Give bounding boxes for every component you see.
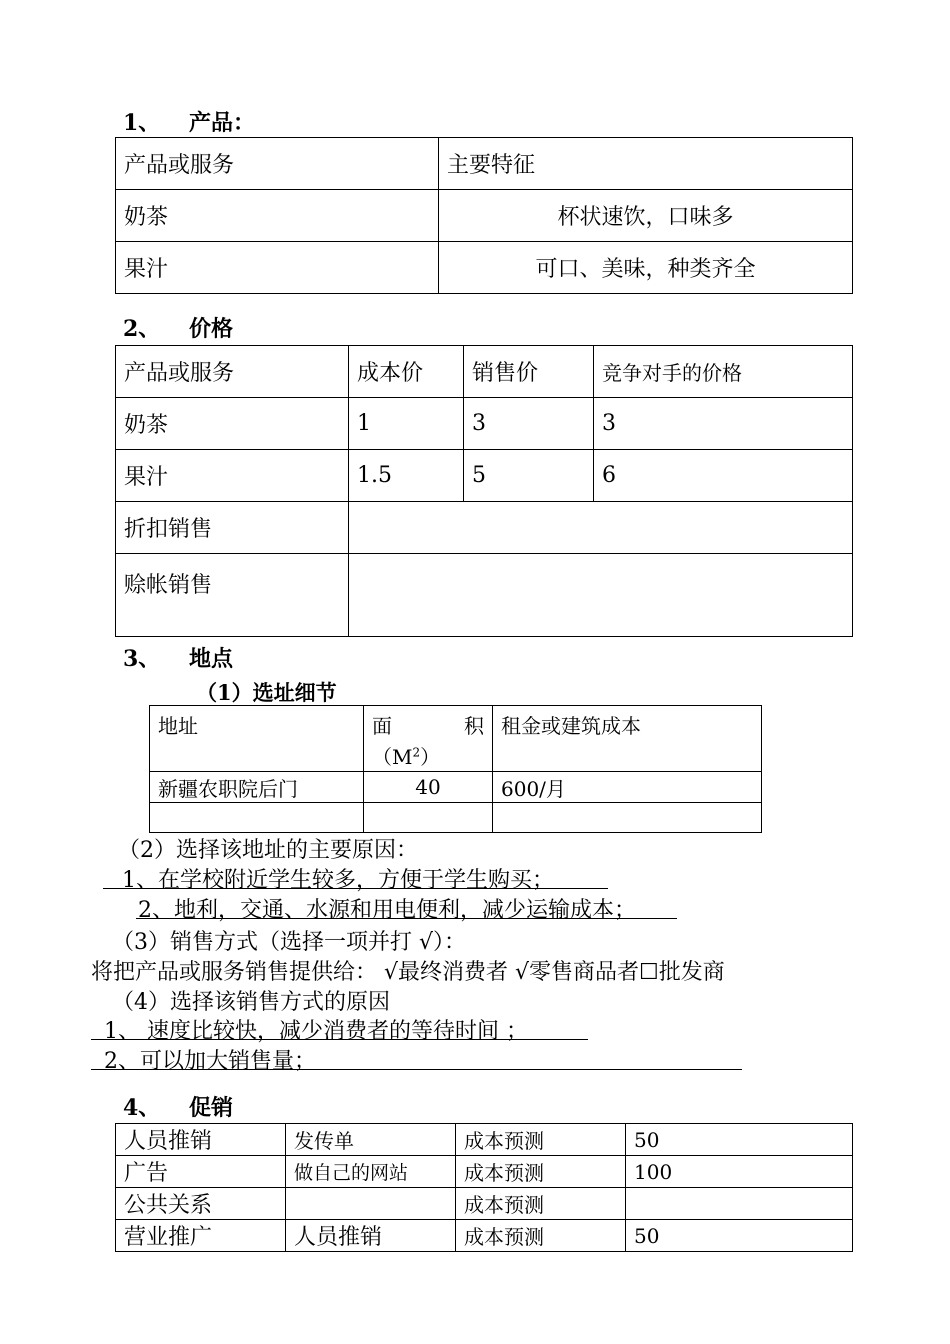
table-row <box>116 450 853 502</box>
table-cell: 3 <box>464 398 594 450</box>
table-cell: 人员推销 <box>286 1220 456 1252</box>
table-cell: 果汁 <box>116 242 439 294</box>
underline <box>91 1039 588 1040</box>
table-header-cell: 主要特征 <box>439 138 853 190</box>
reason-item: 1、在学校附近学生较多，方便于学生购买； <box>122 868 554 893</box>
table-cell <box>349 554 853 637</box>
area-label-part: 积 <box>464 714 484 738</box>
sales-reason-item: 2、可以加大销售量； <box>104 1049 316 1074</box>
table-row <box>116 1188 853 1220</box>
section-number: 4、 <box>123 1095 161 1121</box>
table-row <box>116 554 853 637</box>
table-header-cell: 地址 <box>150 706 364 772</box>
table-cell: 奶茶 <box>116 398 349 450</box>
underline <box>91 1069 742 1070</box>
table-cell: 成本预测 <box>456 1220 626 1252</box>
table-cell: 公共关系 <box>116 1188 286 1220</box>
table-cell: 成本预测 <box>456 1188 626 1220</box>
sales-target-line: 将把产品或服务销售提供给： √最终消费者 √零售商品者☐批发商 <box>91 960 725 985</box>
table-cell <box>493 803 762 833</box>
table-row <box>116 1156 853 1188</box>
table-header-cell: 产品或服务 <box>116 138 439 190</box>
site-details-subheading: （1）选址细节 <box>196 680 337 705</box>
table-cell: 广告 <box>116 1156 286 1188</box>
sales-method-subheading: （3）销售方式（选择一项并打 √）： <box>112 930 467 955</box>
table-cell: 发传单 <box>286 1124 456 1156</box>
section-title: 产品： <box>189 110 256 136</box>
table-cell: 100 <box>626 1156 853 1188</box>
table-cell: 5 <box>464 450 594 502</box>
table-cell: 可口、美味，种类齐全 <box>439 242 853 294</box>
table-cell: 40 <box>364 772 493 803</box>
table-row <box>116 138 853 190</box>
table-cell: 折扣销售 <box>116 502 349 554</box>
table-cell: 1 <box>349 398 464 450</box>
section-title: 价格 <box>189 316 234 342</box>
table-cell: 6 <box>594 450 853 502</box>
area-label-part: 面 <box>372 714 392 738</box>
table-cell <box>150 803 364 833</box>
table-cell: 营业推广 <box>116 1220 286 1252</box>
table-cell <box>286 1188 456 1220</box>
table-cell: 50 <box>626 1124 853 1156</box>
table-cell: 奶茶 <box>116 190 439 242</box>
table-header-cell: 竞争对手的价格 <box>594 346 853 398</box>
section-number: 1、 <box>123 110 161 136</box>
table-cell: 做自己的网站 <box>286 1156 456 1188</box>
reason-item: 2、地利，交通、水源和用电便利，减少运输成本； <box>138 898 636 923</box>
table-cell: 1.5 <box>349 450 464 502</box>
table-cell: 成本预测 <box>456 1124 626 1156</box>
section-2-heading <box>123 312 233 343</box>
table-header-cell: 销售价 <box>464 346 594 398</box>
section-number: 3、 <box>123 646 161 672</box>
table-cell <box>626 1188 853 1220</box>
table-row <box>116 398 853 450</box>
table-header-cell: 产品或服务 <box>116 346 349 398</box>
table-row <box>150 772 762 803</box>
table-cell: 3 <box>594 398 853 450</box>
section-4-heading <box>123 1091 233 1122</box>
site-table <box>149 705 762 833</box>
section-title: 促销 <box>189 1095 234 1121</box>
underline <box>103 888 608 889</box>
table-cell: 新疆农职院后门 <box>150 772 364 803</box>
sales-reason-subheading: （4）选择该销售方式的原因 <box>112 990 390 1015</box>
area-unit-exponent: 2 <box>412 745 421 760</box>
section-number: 2、 <box>123 316 161 342</box>
table-header-cell <box>364 706 493 772</box>
underline <box>136 918 677 919</box>
table-row <box>116 190 853 242</box>
table-row <box>116 502 853 554</box>
section-3-heading <box>123 642 233 673</box>
table-cell: 600/月 <box>493 772 762 803</box>
table-header-cell: 租金或建筑成本 <box>493 706 762 772</box>
table-cell: 人员推销 <box>116 1124 286 1156</box>
table-row <box>150 803 762 833</box>
table-row <box>116 1220 853 1252</box>
table-row <box>116 346 853 398</box>
reasons-subheading: （2）选择该地址的主要原因： <box>118 838 418 863</box>
section-1-heading <box>123 106 255 137</box>
price-table <box>115 345 853 637</box>
product-table <box>115 137 853 294</box>
table-row <box>116 1124 853 1156</box>
table-cell: 杯状速饮，口味多 <box>439 190 853 242</box>
table-cell: 成本预测 <box>456 1156 626 1188</box>
table-header-cell: 成本价 <box>349 346 464 398</box>
table-cell <box>349 502 853 554</box>
table-row <box>150 706 762 772</box>
area-unit-close: ） <box>420 745 441 769</box>
table-cell: 赊帐销售 <box>116 554 349 637</box>
table-cell <box>364 803 493 833</box>
promotion-table <box>115 1123 853 1252</box>
table-cell: 50 <box>626 1220 853 1252</box>
table-cell: 果汁 <box>116 450 349 502</box>
sales-reason-item: 1、 速度比较快，减少消费者的等待时间 ； <box>104 1019 528 1044</box>
area-unit-open: （M <box>372 745 413 769</box>
section-title: 地点 <box>189 646 234 672</box>
table-row <box>116 242 853 294</box>
